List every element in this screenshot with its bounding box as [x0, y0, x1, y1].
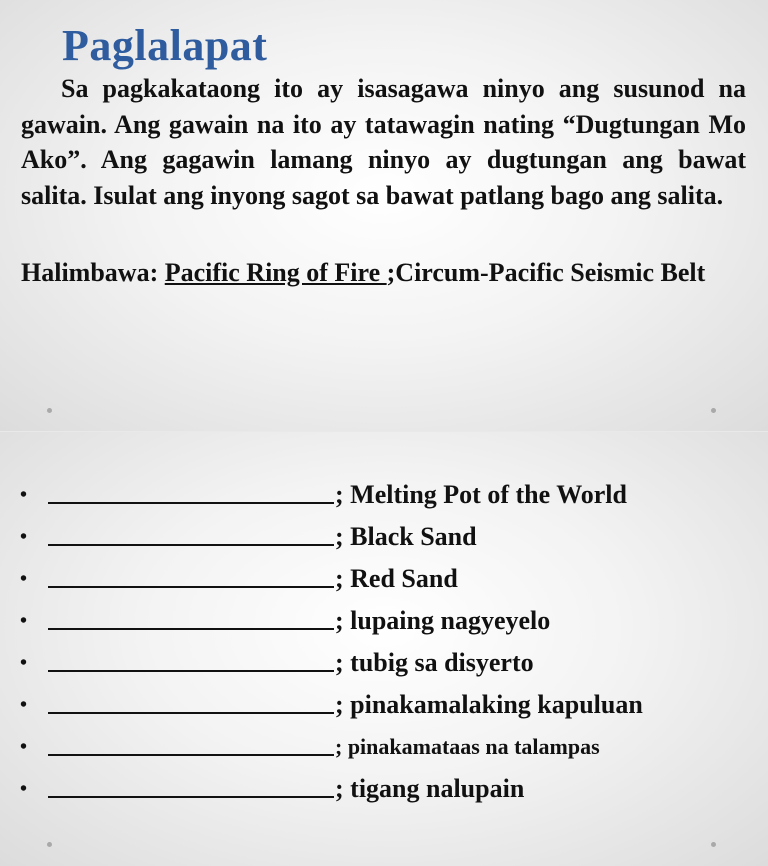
list-item [0, 559, 768, 601]
answer-blank[interactable] [48, 796, 334, 798]
bullet: • [20, 694, 28, 716]
corner-dot [711, 842, 716, 847]
item-text: ; tubig sa disyerto [335, 648, 534, 677]
bullet: • [20, 610, 28, 632]
answer-blank[interactable] [48, 628, 334, 630]
answer-blank[interactable] [48, 712, 334, 714]
answer-blank[interactable] [48, 502, 334, 504]
corner-dot [711, 408, 716, 413]
bullet: • [20, 484, 28, 506]
bullet: • [20, 736, 28, 758]
list-item [0, 727, 768, 769]
answer-blank[interactable] [48, 544, 334, 546]
item-text: ; tigang nalupain [335, 774, 525, 803]
list-item [0, 685, 768, 727]
page-title: Paglalapat [62, 21, 268, 70]
item-text: ; pinakamataas na talampas [335, 734, 600, 759]
answer-blank[interactable] [48, 754, 334, 756]
list-item [0, 475, 768, 517]
item-text: ; lupaing nagyeyelo [335, 606, 551, 635]
corner-dot [47, 408, 52, 413]
bullet: • [20, 778, 28, 800]
slide-top [0, 0, 768, 432]
list-item [0, 517, 768, 559]
item-text: ; pinakamalaking kapuluan [335, 690, 643, 719]
bullet: • [20, 526, 28, 548]
fill-in-list [0, 475, 768, 811]
bullet: • [20, 568, 28, 590]
item-text: ; Black Sand [335, 522, 477, 551]
item-text: ; Melting Pot of the World [335, 480, 627, 509]
example-line [21, 255, 746, 291]
example-answer: Pacific Ring of Fire [164, 258, 387, 287]
list-item [0, 643, 768, 685]
list-item [0, 769, 768, 811]
item-text: ; Red Sand [335, 564, 458, 593]
list-item [0, 601, 768, 643]
example-label: Halimbawa: [21, 258, 165, 287]
corner-dot [47, 842, 52, 847]
example-rest: ;Circum-Pacific Seismic Belt [386, 258, 706, 287]
answer-blank[interactable] [48, 586, 334, 588]
answer-blank[interactable] [48, 670, 334, 672]
bullet: • [20, 652, 28, 674]
instruction-paragraph: Sa pagkakataong ito ay isasagawa ninyo ang susunod na gawain. Ang gawain na ito ay tatawagin nating “Dugtungan Mo Ako”. Ang gagawin lamang ninyo ay dugtungan ang bawat salita. Isulat ang inyong sagot sa bawat patlang bago ang salita. [21, 74, 746, 210]
